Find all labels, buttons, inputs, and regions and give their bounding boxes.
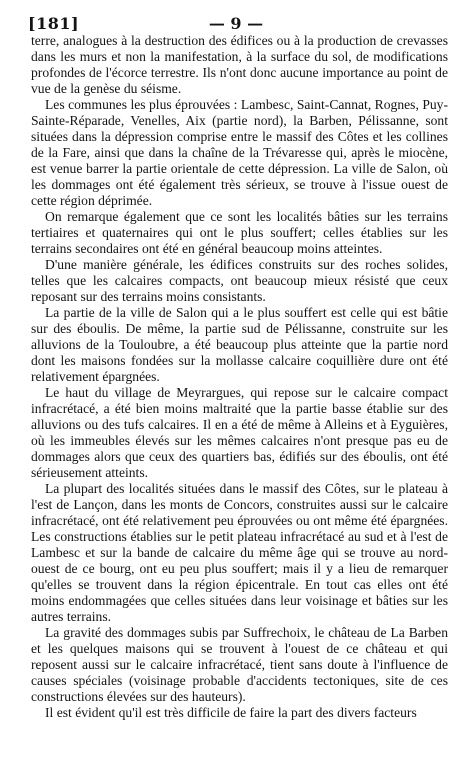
- paragraph: D'une manière générale, les édifices construits sur des roches solides, telles que les calcaires compacts, ont beaucoup mieux résisté que ceux reposant sur des terrains moins consistants.: [31, 257, 448, 304]
- page-reference: [181]: [28, 14, 80, 33]
- paragraph: La gravité des dommages subis par Suffrechoix, le château de La Barben et les quelques maisons qui se trouvent à l'ouest de ce château et qui reposent aussi sur le calcaire infracrétacé, tient sans doute à l'influence de causes spéciales (voisinage probable d'accidents tectoniques, site de ces constructions élevées sur des hauteurs).: [31, 625, 448, 704]
- paragraph: Il est évident qu'il est très difficile de faire la part des divers facteurs: [45, 705, 417, 720]
- paragraph-continued: terre, analogues à la destruction des édifices ou à la production de crevasses dans les murs et non la manifestation, à la surface du sol, de modifications profondes de l'écorce terrestre. Ils n'ont donc aucune importance au point de vue de la genèse du séisme.: [31, 33, 448, 96]
- page-number: — 9 —: [208, 14, 264, 33]
- paragraph: On remarque également que ce sont les localités bâties sur les terrains tertiaires et quaternaires qui ont le plus souffert; celles établies sur les terrains secondaires ont été en général beaucoup moins atteintes.: [31, 209, 448, 256]
- page-header: [0, 6, 472, 36]
- paragraph: Le haut du village de Meyrargues, qui repose sur le calcaire compact infracrétacé, a été bien moins maltraité que la partie basse établie sur des alluvions ou des tufs calcaires. Il en a été de même à Alleins et à Eyguières, où les immeubles élevés sur les mêmes calcaires n'ont presque pas eu de dommages alors que ceux des quartiers bas, édifiés sur des éboulis, ont été sérieusement atteints.: [31, 385, 448, 480]
- paragraph: Les communes les plus éprouvées : Lambesc, Saint-Cannat, Rognes, Puy-Sainte-Réparade, Venelles, Aix (partie nord), la Barben, Pélissanne, sont situées dans la dépression comprise entre le massif des Côtes et les collines de la Fare, ainsi que dans la chaîne de la Trévaresse qui, après le miocène, est venue barrer la partie orientale de cette dépression. La ville de Salon, où les dommages ont été également très sérieux, se trouve à l'issue ouest de cette région déprimée.: [31, 97, 448, 208]
- paragraph: La partie de la ville de Salon qui a le plus souffert est celle qui est bâtie sur des éboulis. De même, la partie sud de Pélissanne, construite sur les alluvions de la Touloubre, a été beaucoup plus atteinte que la partie nord dont les maisons fondées sur la mollasse calcaire coquillière dure ont été relativement épargnées.: [31, 305, 448, 384]
- body-text: [31, 33, 448, 721]
- paragraph: La plupart des localités situées dans le massif des Côtes, sur le plateau à l'est de Lançon, dans les monts de Concors, construites aussi sur le calcaire infracrétacé, ont été relativement peu éprouvées ou ont même été épargnées. Les constructions établies sur le petit plateau infracrétacé au sud et à l'est de Lambesc et sur la bande de calcaire du même âge qui se trouve au nord-ouest de ce bourg, ont eu peu plus souffert; mais il y a lieu de remarquer qu'elles se trouvent dans la région épicentrale. En tout cas elles ont été moins endommagées que celles situées dans leur voisinage et bâties sur les autres terrains.: [31, 481, 448, 624]
